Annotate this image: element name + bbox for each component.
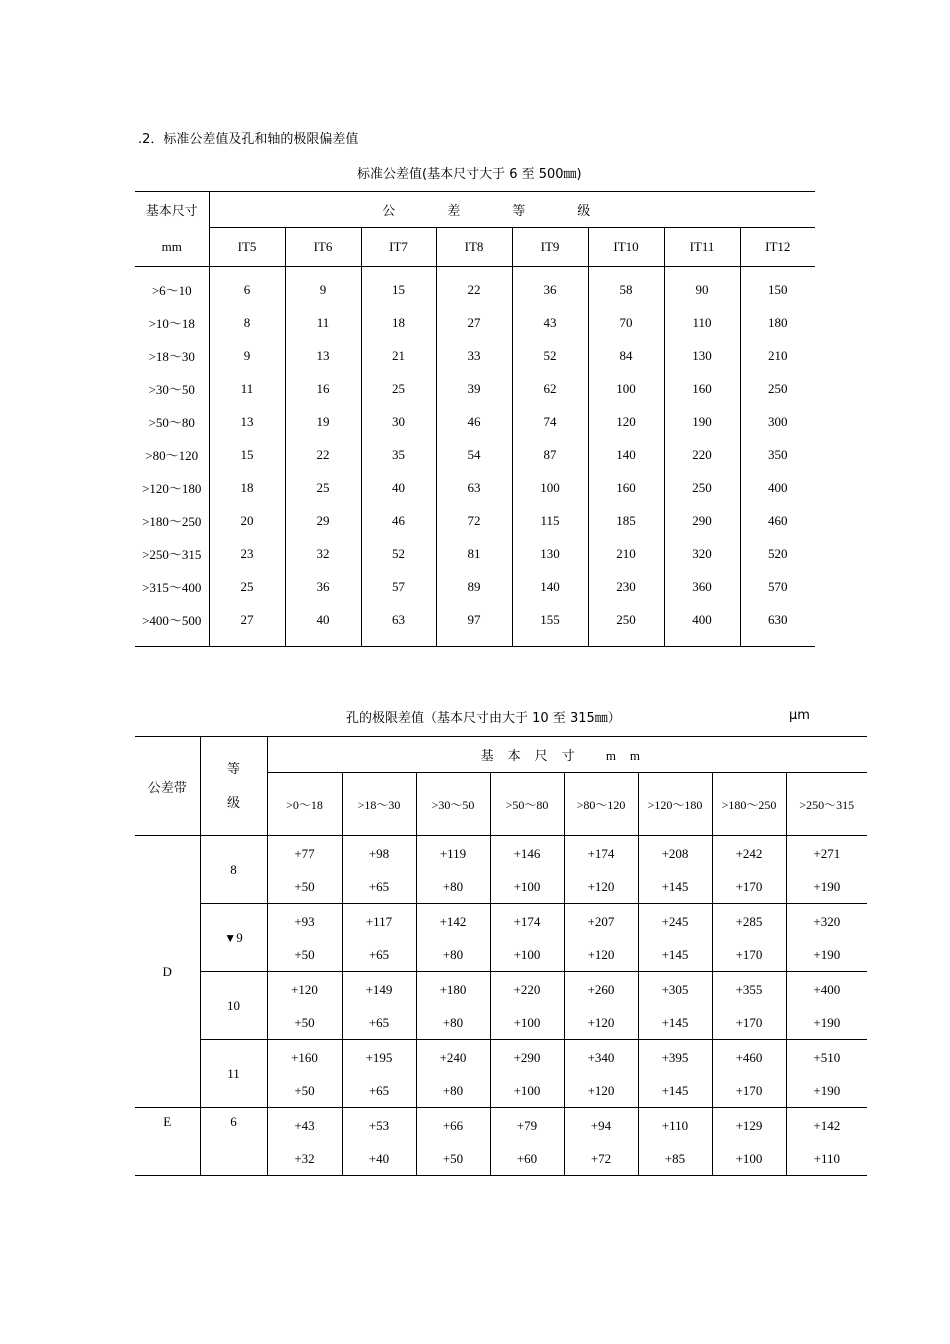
size-range-cell: >315～400: [135, 570, 209, 603]
upper-deviation: +66: [442, 1117, 464, 1133]
lower-deviation: +100: [513, 878, 541, 894]
size-range-cell: >250～315: [135, 537, 209, 570]
tolerance-value-cell: 46: [436, 405, 512, 438]
tolerance-value-cell: 29: [285, 504, 361, 537]
tolerance-value-cell: 140: [588, 438, 664, 471]
unit-label: μm: [789, 708, 810, 723]
tolerance-value-cell: 185: [588, 504, 664, 537]
tolerance-value-cell: 23: [209, 537, 285, 570]
tolerance-value-cell: 36: [285, 570, 361, 603]
upper-deviation: +94: [590, 1117, 612, 1133]
grade-header-cell: IT10: [588, 228, 664, 267]
upper-deviation: +220: [513, 981, 541, 997]
lower-deviation: +145: [661, 1082, 689, 1098]
lower-deviation: +120: [587, 878, 615, 894]
band-cell: E: [135, 1108, 200, 1176]
table-row: [135, 972, 867, 1040]
tolerance-value-cell: 20: [209, 504, 285, 537]
upper-deviation: +400: [813, 981, 841, 997]
deviation-cell: [267, 1040, 342, 1108]
grade-header-cell: IT12: [740, 228, 815, 267]
size-header-cell: >0～18: [267, 773, 342, 836]
tolerance-value-cell: 25: [361, 372, 436, 405]
lower-deviation: +80: [442, 946, 464, 962]
lower-deviation: +65: [368, 878, 390, 894]
table-row: [135, 504, 815, 537]
tolerance-value-cell: 250: [768, 380, 788, 396]
lower-deviation: +32: [294, 1150, 315, 1166]
deviation-cell: [267, 1108, 342, 1176]
tolerance-value-cell: 63: [436, 471, 512, 504]
tolerance-value-cell: 21: [361, 339, 436, 372]
size-range-cell: >18～30: [135, 339, 209, 372]
tolerance-value-cell: 13: [285, 339, 361, 372]
deviation-cell: [416, 836, 490, 904]
table-row: [135, 570, 815, 603]
tolerance-value-cell: 250: [664, 471, 740, 504]
size-header-bottom: mm: [135, 228, 209, 267]
upper-deviation: +180: [439, 981, 467, 997]
table-row: [135, 339, 815, 372]
deviation-cell: [786, 1108, 867, 1176]
lower-deviation: +100: [513, 1014, 541, 1030]
upper-deviation: +305: [661, 981, 689, 997]
grade-header-row: [135, 228, 815, 267]
lower-deviation: +65: [368, 946, 390, 962]
lower-deviation: +100: [513, 1082, 541, 1098]
tolerance-value-cell: 72: [436, 504, 512, 537]
deviation-cell: [638, 1108, 712, 1176]
tolerance-value-cell: 18: [209, 471, 285, 504]
deviation-cell: [342, 1040, 416, 1108]
lower-deviation: +120: [587, 1014, 615, 1030]
upper-deviation: +240: [439, 1049, 467, 1065]
tolerance-value-cell: 25: [285, 471, 361, 504]
tolerance-value-cell: 210: [588, 537, 664, 570]
size-range-cell: >120～180: [135, 471, 209, 504]
table-row: [135, 1108, 867, 1176]
grade-value: 8: [230, 861, 237, 877]
tolerance-value-cell: 19: [285, 405, 361, 438]
table-row: [135, 836, 867, 904]
deviation-cell: [786, 904, 867, 972]
table-row: [135, 537, 815, 570]
upper-deviation: +207: [587, 913, 615, 929]
table-row: [135, 603, 815, 647]
lower-deviation: +80: [442, 1082, 464, 1098]
tolerance-value-cell: 97: [436, 603, 512, 647]
tolerance-value-cell: 320: [664, 537, 740, 570]
tolerance-value-cell: 81: [436, 537, 512, 570]
deviation-cell: [638, 1040, 712, 1108]
table2-caption: 孔的极限差值（基本尺寸由大于 10 至 315㎜）: [346, 711, 621, 726]
grade-cell: [200, 972, 267, 1040]
tolerance-value-cell: 160: [664, 372, 740, 405]
deviation-cell: [490, 1108, 564, 1176]
tolerance-value-cell: 84: [588, 339, 664, 372]
tolerance-value-cell: 520: [768, 545, 788, 561]
size-header-top: 基本尺寸: [135, 192, 209, 228]
upper-deviation: +117: [365, 913, 393, 929]
deviation-cell: [786, 836, 867, 904]
grade-value: 10: [227, 997, 240, 1013]
upper-deviation: +43: [294, 1117, 315, 1133]
deviation-cell: [490, 1040, 564, 1108]
upper-deviation: +290: [513, 1049, 541, 1065]
tolerance-value-cell: 300: [768, 413, 788, 429]
tolerance-value-cell: 30: [361, 405, 436, 438]
deviation-cell: [416, 1108, 490, 1176]
tolerance-value-cell: 190: [664, 405, 740, 438]
tolerance-value-cell: 40: [361, 471, 436, 504]
lower-deviation: +50: [294, 1014, 315, 1030]
deviation-cell: [342, 836, 416, 904]
lower-deviation: +80: [442, 1014, 464, 1030]
size-header-cell: >180～250: [712, 773, 786, 836]
lower-deviation: +60: [516, 1150, 538, 1166]
deviation-cell: [490, 836, 564, 904]
grade-header: [200, 737, 267, 836]
deviation-cell: [267, 972, 342, 1040]
lower-deviation: +50: [294, 878, 315, 894]
size-range-cell: >50～80: [135, 405, 209, 438]
grade-cell: [200, 836, 267, 904]
tolerance-value-cell: 58: [588, 267, 664, 307]
table-row: [135, 438, 815, 471]
upper-deviation: +174: [513, 913, 541, 929]
tolerance-value-cell: 160: [588, 471, 664, 504]
tolerance-value-cell: 140: [512, 570, 588, 603]
table-row: [135, 267, 815, 307]
lower-deviation: +190: [813, 878, 841, 894]
upper-deviation: +98: [368, 845, 390, 861]
tolerance-value-cell: 22: [285, 438, 361, 471]
upper-deviation: +142: [439, 913, 467, 929]
tolerance-value-cell: 6: [209, 267, 285, 307]
tolerance-value-cell: 46: [361, 504, 436, 537]
grade-header-top: 等: [226, 761, 240, 776]
deviation-cell: [564, 972, 638, 1040]
lower-deviation: +145: [661, 1014, 689, 1030]
table-row: [135, 904, 867, 972]
tolerance-value-cell: 290: [664, 504, 740, 537]
grade-header-cell: IT5: [209, 228, 285, 267]
tolerance-value-cell: 70: [588, 306, 664, 339]
grade-header-cell: IT8: [436, 228, 512, 267]
size-header-cell: >250～315: [786, 773, 867, 836]
tolerance-value-cell: 35: [361, 438, 436, 471]
deviation-cell: [638, 836, 712, 904]
upper-deviation: +245: [661, 913, 689, 929]
tolerance-value-cell: 15: [209, 438, 285, 471]
size-header-cell: >18～30: [342, 773, 416, 836]
tolerance-value-cell: 460: [768, 512, 788, 528]
lower-deviation: +110: [813, 1150, 840, 1166]
tolerance-value-cell: 11: [209, 372, 285, 405]
upper-deviation: +79: [516, 1117, 538, 1133]
deviation-cell: [712, 1040, 786, 1108]
tolerance-value-cell: 100: [512, 471, 588, 504]
upper-deviation: +53: [368, 1117, 390, 1133]
deviation-cell: [786, 972, 867, 1040]
upper-deviation: +285: [735, 913, 763, 929]
size-group-header: [267, 737, 867, 773]
lower-deviation: +100: [513, 946, 541, 962]
standard-tolerance-table: [135, 191, 815, 647]
deviation-cell: [342, 904, 416, 972]
tolerance-value-cell: 54: [436, 438, 512, 471]
lower-deviation: +50: [442, 1150, 464, 1166]
tolerance-value-cell: 87: [512, 438, 588, 471]
upper-deviation: +120: [291, 981, 318, 997]
deviation-cell: [416, 1040, 490, 1108]
deviation-cell: [416, 972, 490, 1040]
tolerance-value-cell: 27: [209, 603, 285, 647]
grade-group-label: 公差等级: [382, 203, 643, 218]
grade-header-bottom: 级: [226, 795, 240, 810]
upper-deviation: +460: [735, 1049, 763, 1065]
tolerance-value-cell: 210: [768, 347, 788, 363]
grade-value: 6: [230, 1114, 237, 1129]
lower-deviation: +80: [442, 878, 464, 894]
table1-caption: 标准公差值(基本尺寸大于 6 至 500㎜): [357, 167, 582, 182]
tolerance-value-cell: 250: [588, 603, 664, 647]
tolerance-value-cell: 40: [285, 603, 361, 647]
grade-header-cell: IT6: [285, 228, 361, 267]
table-row: [135, 306, 815, 339]
tolerance-value-cell: 100: [588, 372, 664, 405]
upper-deviation: +149: [365, 981, 393, 997]
grade-header-cell: IT9: [512, 228, 588, 267]
tolerance-value-cell: 33: [436, 339, 512, 372]
upper-deviation: +195: [365, 1049, 393, 1065]
tolerance-value-cell: 39: [436, 372, 512, 405]
deviation-cell: [416, 904, 490, 972]
upper-deviation: +119: [439, 845, 467, 861]
lower-deviation: +50: [294, 1082, 315, 1098]
deviation-cell: [564, 836, 638, 904]
upper-deviation: +260: [587, 981, 615, 997]
upper-deviation: +93: [294, 913, 315, 929]
tolerance-value-cell: 180: [768, 314, 788, 330]
size-header-cell: >30～50: [416, 773, 490, 836]
lower-deviation: +100: [735, 1150, 763, 1166]
tolerance-value-cell: 130: [664, 339, 740, 372]
tolerance-value-cell: 18: [361, 306, 436, 339]
deviation-cell: [267, 904, 342, 972]
tolerance-value-cell: 27: [436, 306, 512, 339]
grade-value: 9: [236, 929, 243, 945]
tolerance-value-cell: 110: [664, 306, 740, 339]
tolerance-value-cell: 16: [285, 372, 361, 405]
section-heading: .2．标准公差值及孔和轴的极限偏差值: [138, 132, 359, 147]
tolerance-value-cell: 130: [512, 537, 588, 570]
tolerance-value-cell: 89: [436, 570, 512, 603]
lower-deviation: +50: [294, 946, 315, 962]
tolerance-value-cell: 52: [512, 339, 588, 372]
upper-deviation: +142: [813, 1117, 841, 1133]
lower-deviation: +190: [813, 946, 841, 962]
size-range-cell: >10～18: [135, 306, 209, 339]
tolerance-value-cell: 11: [285, 306, 361, 339]
tolerance-value-cell: 52: [361, 537, 436, 570]
tolerance-value-cell: 36: [512, 267, 588, 307]
tolerance-value-cell: 62: [512, 372, 588, 405]
grade-cell: [200, 1108, 267, 1176]
upper-deviation: +77: [294, 845, 315, 861]
table-row: [135, 372, 815, 405]
deviation-cell: [712, 1108, 786, 1176]
lower-deviation: +170: [735, 878, 763, 894]
tolerance-value-cell: 150: [768, 281, 788, 297]
upper-deviation: +110: [661, 1117, 689, 1133]
size-range-cell: >180～250: [135, 504, 209, 537]
tolerance-value-cell: 230: [588, 570, 664, 603]
upper-deviation: +510: [813, 1049, 841, 1065]
deviation-cell: [638, 972, 712, 1040]
tolerance-value-cell: 32: [285, 537, 361, 570]
upper-deviation: +160: [291, 1049, 318, 1065]
grade-group-header: [209, 192, 815, 228]
recommended-marker-icon: ▼: [224, 930, 237, 945]
upper-deviation: +208: [661, 845, 689, 861]
grade-header-cell: IT7: [361, 228, 436, 267]
tolerance-value-cell: 400: [664, 603, 740, 647]
lower-deviation: +190: [813, 1082, 841, 1098]
tolerance-value-cell: 22: [436, 267, 512, 307]
grade-header-cell: IT11: [664, 228, 740, 267]
tolerance-value-cell: 115: [512, 504, 588, 537]
lower-deviation: +120: [587, 1082, 615, 1098]
upper-deviation: +271: [813, 845, 841, 861]
size-group-label: 基本尺寸 mm: [480, 748, 655, 763]
lower-deviation: +85: [664, 1150, 686, 1166]
deviation-cell: [712, 904, 786, 972]
grade-value: 11: [227, 1065, 240, 1081]
lower-deviation: +40: [368, 1150, 390, 1166]
deviation-cell: [564, 1040, 638, 1108]
band-cell: D: [135, 836, 200, 1108]
deviation-cell: [490, 904, 564, 972]
tolerance-value-cell: 350: [768, 446, 788, 462]
upper-deviation: +320: [813, 913, 841, 929]
lower-deviation: +65: [368, 1082, 390, 1098]
deviation-cell: [342, 1108, 416, 1176]
grade-cell: [200, 904, 267, 972]
upper-deviation: +174: [587, 845, 615, 861]
size-range-cell: >6～10: [135, 267, 209, 307]
tolerance-value-cell: 9: [209, 339, 285, 372]
upper-deviation: +340: [587, 1049, 615, 1065]
lower-deviation: +190: [813, 1014, 841, 1030]
deviation-cell: [342, 972, 416, 1040]
size-header-cell: >50～80: [490, 773, 564, 836]
upper-deviation: +395: [661, 1049, 689, 1065]
lower-deviation: +65: [368, 1014, 390, 1030]
table-row: [135, 1040, 867, 1108]
tolerance-value-cell: 15: [361, 267, 436, 307]
lower-deviation: +145: [661, 878, 689, 894]
tolerance-value-cell: 360: [664, 570, 740, 603]
deviation-cell: [564, 904, 638, 972]
lower-deviation: +170: [735, 1082, 763, 1098]
upper-deviation: +146: [513, 845, 541, 861]
tolerance-value-cell: 90: [664, 267, 740, 307]
tolerance-value-cell: 570: [768, 578, 788, 594]
lower-deviation: +170: [735, 1014, 763, 1030]
size-range-cell: >80～120: [135, 438, 209, 471]
grade-cell: [200, 1040, 267, 1108]
tolerance-value-cell: 155: [512, 603, 588, 647]
size-header-cell: >120～180: [638, 773, 712, 836]
deviation-cell: [712, 836, 786, 904]
deviation-cell: [786, 1040, 867, 1108]
upper-deviation: +129: [735, 1117, 763, 1133]
lower-deviation: +72: [590, 1150, 612, 1166]
lower-deviation: +170: [735, 946, 763, 962]
band-header: 公差带: [135, 737, 200, 836]
deviation-cell: [638, 904, 712, 972]
deviation-cell: [490, 972, 564, 1040]
upper-deviation: +242: [735, 845, 763, 861]
tolerance-value-cell: 74: [512, 405, 588, 438]
tolerance-value-cell: 43: [512, 306, 588, 339]
size-header-cell: >80～120: [564, 773, 638, 836]
deviation-cell: [712, 972, 786, 1040]
tolerance-value-cell: 57: [361, 570, 436, 603]
size-range-cell: >400～500: [135, 603, 209, 647]
table-row: [135, 405, 815, 438]
upper-deviation: +355: [735, 981, 763, 997]
tolerance-value-cell: 25: [209, 570, 285, 603]
tolerance-value-cell: 8: [209, 306, 285, 339]
tolerance-value-cell: 13: [209, 405, 285, 438]
deviation-cell: [267, 836, 342, 904]
tolerance-value-cell: 400: [768, 479, 788, 495]
tolerance-value-cell: 63: [361, 603, 436, 647]
lower-deviation: +120: [587, 946, 615, 962]
tolerance-value-cell: 220: [664, 438, 740, 471]
hole-limit-deviation-table: [135, 736, 867, 1176]
size-range-cell: >30～50: [135, 372, 209, 405]
tolerance-value-cell: 120: [588, 405, 664, 438]
tolerance-value-cell: 630: [740, 603, 815, 647]
deviation-cell: [564, 1108, 638, 1176]
tolerance-value-cell: 9: [285, 267, 361, 307]
lower-deviation: +145: [661, 946, 689, 962]
table-row: [135, 471, 815, 504]
